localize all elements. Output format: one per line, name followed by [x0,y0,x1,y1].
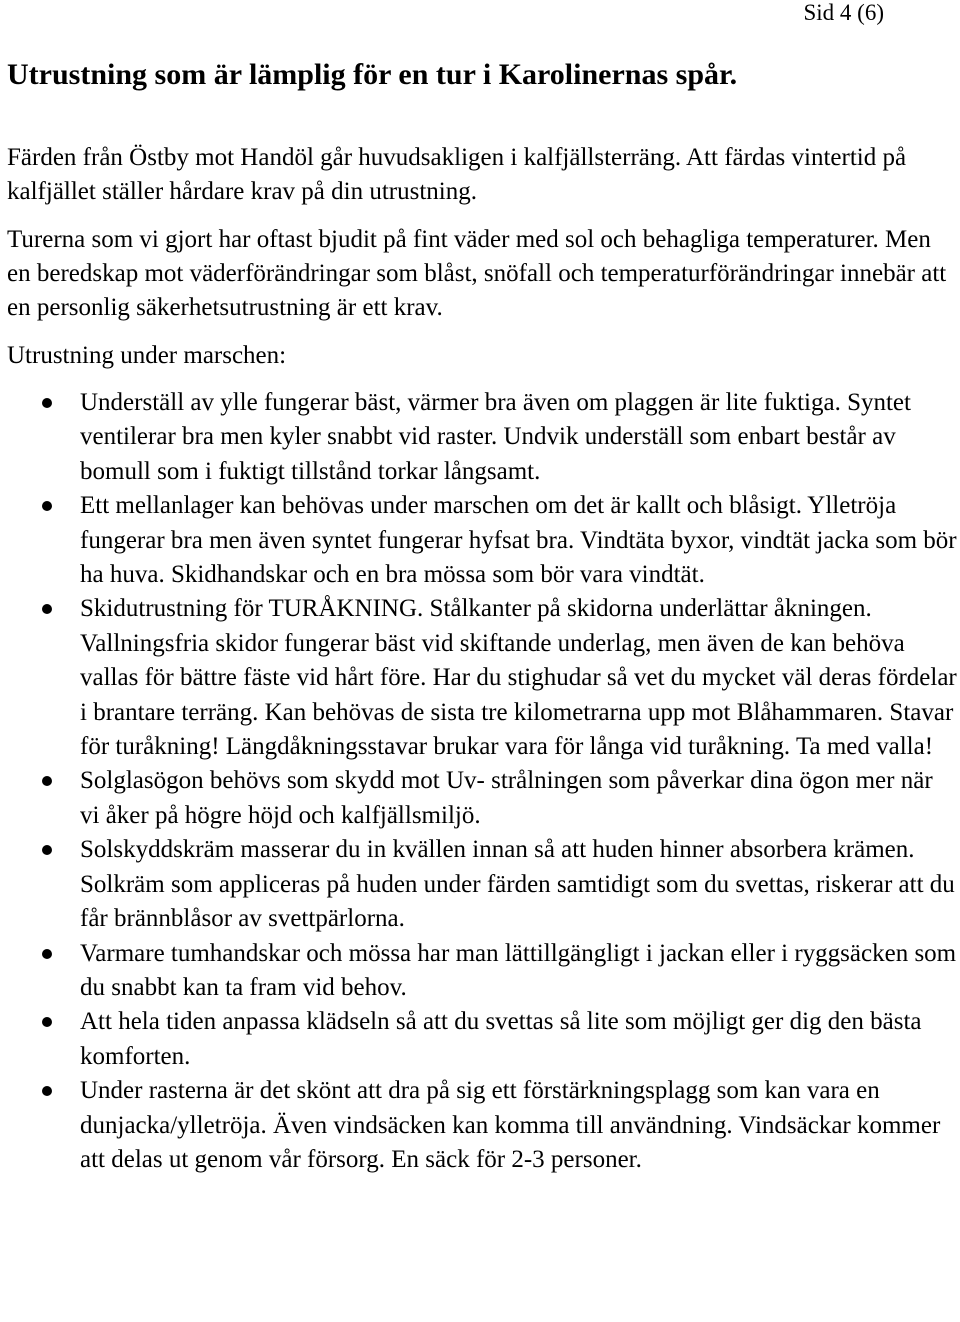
list-item-sunglasses [0,764,960,833]
weather-paragraph: Turerna som vi gjort har oftast bjudit på fint väder med sol och behagliga temperaturer. Men en beredskap mot väderförändringar som blåst, snöfall och temperaturförändringar innebär att en personlig säkerhetsutrustning är ett krav. [7,226,947,321]
list-item-text: Underställ av ylle fungerar bäst, värmer bra även om plaggen är lite fuktiga. Syntet ventilerar bra men kyler snabbt vid raster. Undvik underställ som enbart består av bomull som i fuktigt tillstånd torkar långsamt. [80,389,911,485]
list-item-text: Solskyddskräm masserar du in kvällen innan så att huden hinner absorbera krämen. Solkräm som appliceras på huden under färden samtidigt som du svettas, riskerar att du får brännblåsor av svettpärlorna. [80,836,955,933]
bullet-icon [42,398,52,408]
list-item-midlayer [0,489,960,592]
bullet-icon [42,776,52,786]
intro-paragraph: Färden från Östby mot Handöl går huvudsakligen i kalfjällsterräng. Att färdas vintertid på kalfjället ställer hårdare krav på din utrustning. [7,144,907,205]
list-item-text: Solglasögon behövs som skydd mot Uv- strålningen som påverkar dina ögon mer när vi åker på högre höjd och kalfjällsmiljö. [80,767,933,829]
list-item-text: Varmare tumhandskar och mössa har man lättillgängligt i jackan eller i ryggsäcken som du snabbt kan ta fram vid behov. [80,939,957,1001]
list-item-text: Att hela tiden anpassa klädseln så att du svettas så lite som möjligt ger dig den bästa komforten. [80,1008,922,1070]
bullet-icon [42,1017,52,1027]
bullet-icon [42,949,52,959]
list-item-gloves-hat [0,937,960,1006]
document-title: Utrustning som är lämplig för en tur i Karolinernas spår. [7,58,738,91]
list-item-sunscreen [0,833,960,936]
list-item-underwear [0,386,960,489]
list-item-text: Under rasterna är det skönt att dra på sig ett förstärkningsplagg som kan vara en dunjacka/ylletröja. Även vindsäcken kan komma till användning. Vindsäckar kommer att delas ut genom vår försorg. En säck för 2-3 personer. [80,1077,941,1173]
list-item-rest-layer [0,1074,960,1177]
list-item-text: Skidutrustning för TURÅKNING. Stålkanter på skidorna underlättar åkningen. Vallningsfria skidor fungerar bäst vid skiftande underlag, men även de kan behöva vallas för bättre fäste vid hårt före. Har du stighudar så vet du mycket väl deras fördelar i brantare terräng. Kan behövas de sista tre kilometrarna upp mot Blåhammaren. Stavar för turåkning! Längdåkningsstavar brukar vara för långa vid turåkning. Ta med valla! [80,595,957,761]
list-item-clothing-adjust [0,1005,960,1074]
bullet-icon [42,604,52,614]
bullet-icon [42,501,52,511]
bullet-icon [42,1086,52,1096]
bullet-icon [42,845,52,855]
page-number: Sid 4 (6) [803,0,884,25]
equipment-list [0,386,960,1177]
list-item-ski-equipment [0,592,960,764]
equipment-subheading: Utrustning under marschen: [7,342,287,369]
list-item-text: Ett mellanlager kan behövas under marschen om det är kallt och blåsigt. Ylletröja fungerar bra men även syntet fungerar hyfsat bra. Vindtäta byxor, vindtät jacka som bör ha huva. Skidhandskar och en bra mössa som bör vara vindtät. [80,492,957,589]
